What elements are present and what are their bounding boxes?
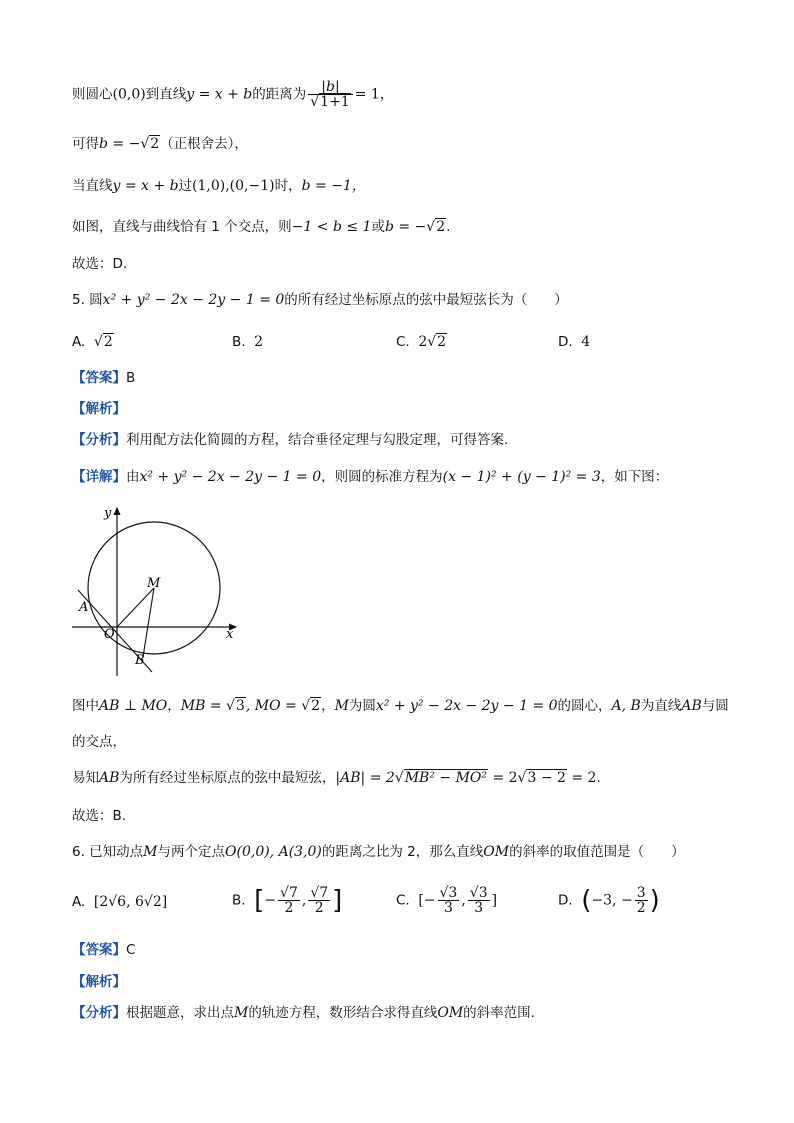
q5-fenxi: 【分析】利用配方法化简圆的方程，结合垂径定理与勾股定理，可得答案. xyxy=(72,432,509,448)
intro-line-2: 可得b = −√2（正根舍去）， xyxy=(72,136,248,152)
q6-option-b: B. [− $\frac{√7}{2}$ , $\frac{√7}{2}$ ] xyxy=(232,885,343,916)
q5-option-d: D. 4 xyxy=(558,334,591,350)
intro-line-1: 则圆心(0,0)到直线y = x + b的距离为 $\frac{|b|}{√1+1}$ = 1， xyxy=(72,79,394,110)
intro-line-3: 当直线y = x + b过(1,0),(0,−1)时，b = −1， xyxy=(72,178,366,194)
label-a: A xyxy=(79,600,89,615)
q5-pick: 故选：B. xyxy=(72,808,127,824)
q6-fenxi: 【分析】根据题意，求出点M的轨迹方程，数形结合求得直线OM的斜率范围. xyxy=(72,1005,535,1021)
label-x: x xyxy=(226,627,234,642)
label-b: B xyxy=(135,653,145,668)
label-y: y xyxy=(104,506,112,521)
q6-stem: 6. 已知动点M与两个定点O(0,0), A(3,0)的距离之比为 2，那么直线OM的斜率的取值范围是（ ） xyxy=(72,844,685,860)
q6-options xyxy=(0,885,794,920)
label-m: M xyxy=(147,576,161,591)
q5-option-b: B. 2 xyxy=(232,334,264,350)
q5-detail: 【详解】由x² + y² − 2x − 2y − 1 = 0，则圆的标准方程为(x − 1)² + (y − 1)² = 3，如下图： xyxy=(72,469,669,485)
intro-line-4: 如图，直线与曲线恰有 1 个交点，则−1 < b ≤ 1或b = −√2. xyxy=(72,219,451,235)
q5-stem: 5. 圆x² + y² − 2x − 2y − 1 = 0的所有经过坐标原点的弦中最短弦长为（ ） xyxy=(72,292,568,308)
q5-explain-1: 图中AB ⊥ MO，MB = √3, MO = √2，M为圆x² + y² − 2x − 2y − 1 = 0的圆心，A, B为直线AB与圆 xyxy=(72,698,729,714)
q6-answer: 【答案】C xyxy=(72,942,136,958)
q6-option-d: D. (−3, − $\frac{3}{2}$ ) xyxy=(558,885,660,916)
q5-option-c: C. 2√2 xyxy=(396,334,447,350)
label-o: O xyxy=(104,627,115,642)
q5-explain-3: 易知AB为所有经过坐标原点的弦中最短弦，|AB| = 2√MB² − MO² = 2√3 − 2 = 2. xyxy=(72,770,601,786)
distance-fraction: $\frac{|b|}{√1+1}$ xyxy=(308,80,352,109)
q5-options xyxy=(0,332,794,354)
q6-option-c: C. [− $\frac{√3}{3}$ , $\frac{√3}{3}$ ] xyxy=(396,885,498,916)
q5-answer: 【答案】B xyxy=(72,370,136,386)
circle-diagram xyxy=(66,500,246,680)
q5-analysis-tag: 【解析】 xyxy=(72,401,126,417)
q6-analysis-tag: 【解析】 xyxy=(72,974,126,990)
q6-option-a: A. [2√6, 6√2] xyxy=(72,894,168,910)
intro-pick: 故选：D. xyxy=(72,256,128,272)
q5-option-a: A. √2 xyxy=(72,334,113,350)
q5-explain-2: 的交点， xyxy=(72,734,126,750)
